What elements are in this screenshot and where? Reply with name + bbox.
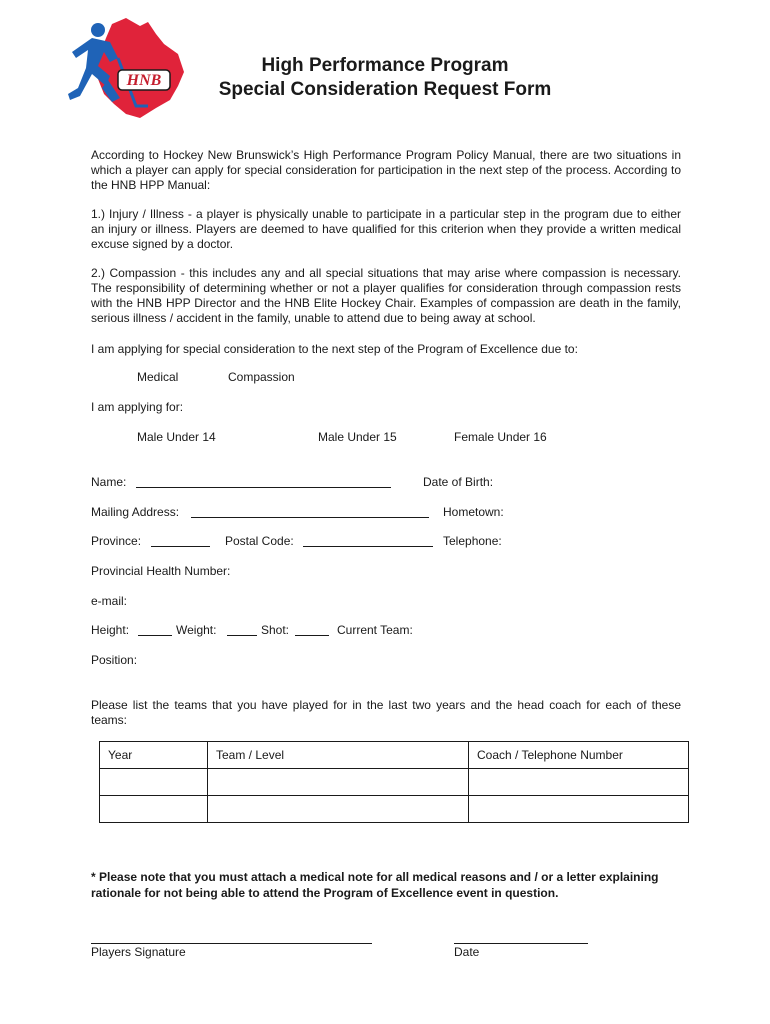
teams-table [99, 741, 689, 823]
teams-instruction: Please list the teams that you have played for in the last two years and the head coach for each of these teams: [91, 698, 681, 727]
player-signature-label: Players Signature [91, 945, 186, 959]
email-label: e-mail: [91, 594, 128, 608]
date-signature-line[interactable] [454, 943, 588, 944]
category-label: I am applying for: [91, 400, 184, 414]
logo-text: HNB [126, 72, 162, 89]
weight-label: Weight: [176, 623, 217, 637]
mailing-address-field[interactable] [191, 506, 429, 518]
option-compassion[interactable]: Compassion [228, 370, 295, 384]
table-cell[interactable] [469, 769, 689, 796]
intro-paragraph: According to Hockey New Brunswick’s High Performance Program Policy Manual, there are two situations in which a player can apply for special consideration for participation in the next step of the process. According to the HNB HPP Manual: [91, 148, 681, 192]
table-row [100, 769, 689, 796]
province-field[interactable] [151, 535, 210, 547]
table-cell[interactable] [208, 796, 469, 823]
position-label: Position: [91, 653, 138, 667]
option-medical[interactable]: Medical [137, 370, 179, 384]
shot-label: Shot: [261, 623, 290, 637]
reason-label: I am applying for special consideration to the next step of the Program of Excellence due to: [91, 342, 578, 356]
shot-field[interactable] [295, 624, 329, 636]
health-number-label: Provincial Health Number: [91, 564, 231, 578]
name-label: Name: [91, 475, 127, 489]
medical-note-warning: * Please note that you must attach a medical note for all medical reasons and / or a letter explaining rationale for not being able to attend the Program of Excellence event in question. [91, 870, 659, 900]
header-coach-telephone: Coach / Telephone Number [469, 742, 689, 769]
weight-field[interactable] [227, 624, 257, 636]
current-team-label: Current Team: [337, 623, 413, 637]
table-header-row [100, 742, 689, 769]
option-female-under-16[interactable]: Female Under 16 [454, 430, 547, 444]
header-team-level: Team / Level [208, 742, 469, 769]
injury-paragraph: 1.) Injury / Illness - a player is physically unable to participate in a particular step in the program due to either an injury or illness. Players are deemed to have qualified for this criterion when they provide a written medical excuse signed by a doctor. [91, 207, 681, 251]
mailing-address-label: Mailing Address: [91, 505, 180, 519]
postal-code-field[interactable] [303, 535, 433, 547]
hometown-label: Hometown: [443, 505, 504, 519]
header-year: Year [100, 742, 208, 769]
telephone-label: Telephone: [443, 534, 502, 548]
table-cell[interactable] [208, 769, 469, 796]
compassion-paragraph: 2.) Compassion - this includes any and all special situations that may arise where compassion is necessary. The responsibility of determining whether or not a player qualifies for consideration through compassion rests with the HNB HPP Director and the HNB Elite Hockey Chair. Examples of compassion are death in the family, serious illness / accident in the family, unable to attend due to being away at school. [91, 266, 681, 325]
table-cell[interactable] [100, 769, 208, 796]
dob-label: Date of Birth: [423, 475, 494, 489]
option-male-under-14[interactable]: Male Under 14 [137, 430, 216, 444]
table-cell[interactable] [469, 796, 689, 823]
player-signature-line[interactable] [91, 943, 372, 944]
date-label: Date [454, 945, 480, 959]
table-cell[interactable] [100, 796, 208, 823]
page-subtitle: Special Consideration Request Form [218, 79, 552, 100]
height-label: Height: [91, 623, 130, 637]
table-row [100, 796, 689, 823]
postal-code-label: Postal Code: [225, 534, 294, 548]
option-male-under-15[interactable]: Male Under 15 [318, 430, 397, 444]
page-title: High Performance Program [261, 55, 509, 76]
height-field[interactable] [138, 624, 172, 636]
province-label: Province: [91, 534, 142, 548]
name-field[interactable] [136, 476, 391, 488]
